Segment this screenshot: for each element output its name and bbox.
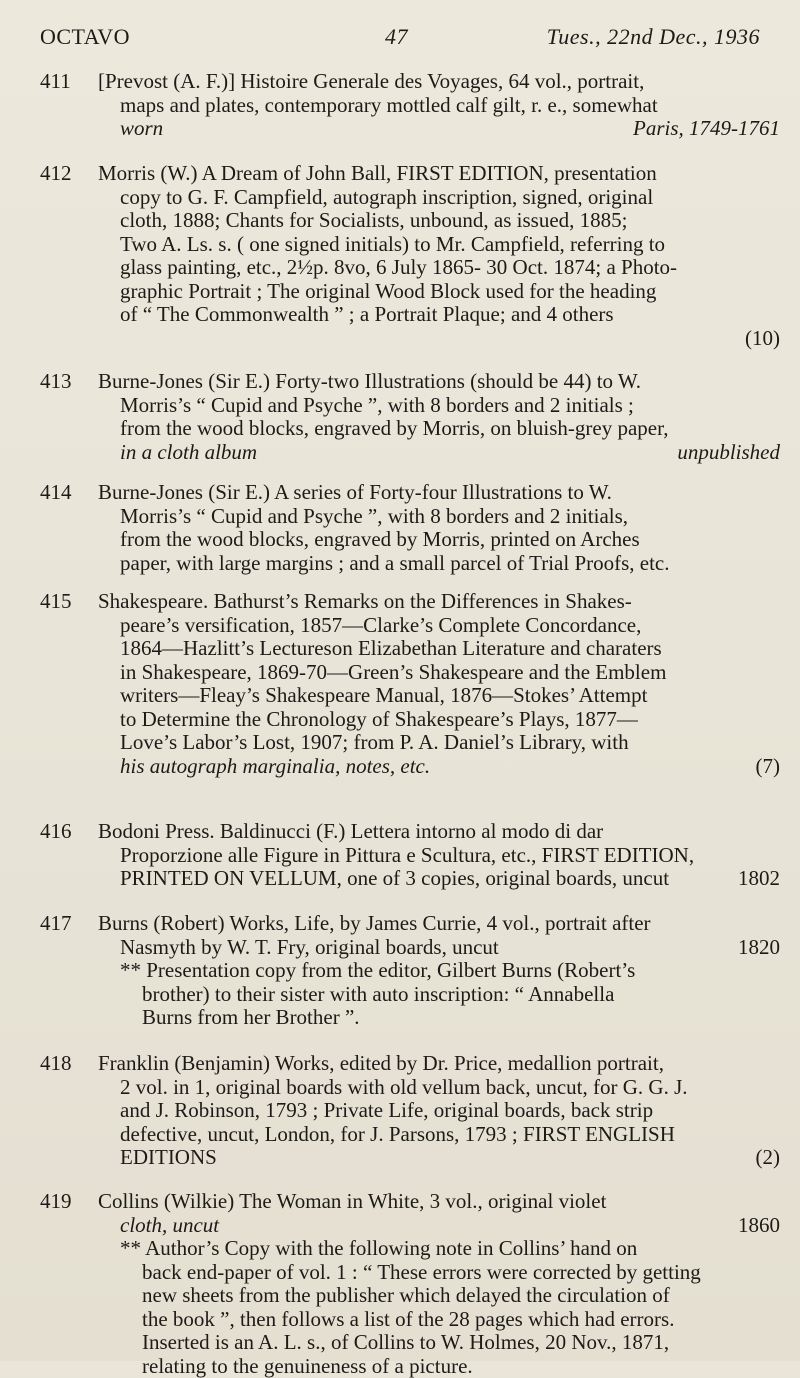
lot-416 [40,820,780,891]
lot-note: Burns from her Brother ”. [98,1006,780,1030]
lot-text: and J. Robinson, 1793 ; Private Life, original boards, back strip [98,1099,780,1123]
lot-text: Morris’s “ Cupid and Psyche ”, with 8 borders and 2 initials, [98,505,780,529]
lot-number: 415 [40,590,84,614]
lot-date: 1820 [738,936,780,960]
lot-count: (10) [745,326,780,350]
lot-text: Burne-Jones (Sir E.) A series of Forty-four Illustrations to W. [98,480,612,504]
lot-413 [40,370,780,464]
lot-number: 419 [40,1190,84,1214]
lot-411 [40,70,780,141]
lot-text: PRINTED ON VELLUM, one of 3 copies, original boards, uncut [120,866,669,890]
lot-text: to Determine the Chronology of Shakespeare’s Plays, 1877— [98,708,780,732]
lot-text: Burns (Robert) Works, Life, by James Currie, 4 vol., portrait after [98,911,651,935]
lot-text: Bodoni Press. Baldinucci (F.) Lettera intorno al modo di dar [98,819,603,843]
lot-text: from the wood blocks, engraved by Morris, printed on Arches [98,528,780,552]
lot-text: Burne-Jones (Sir E.) Forty-two Illustrations (should be 44) to W. [98,369,641,393]
lot-number: 412 [40,162,84,186]
lot-text: peare’s versification, 1857—Clarke’s Complete Concordance, [98,614,780,638]
lot-date: 1860 [738,1214,780,1238]
lot-text: of “ The Commonwealth ” ; a Portrait Plaque; and 4 others [98,303,780,327]
lot-text: cloth, 1888; Chants for Socialists, unbound, as issued, 1885; [98,209,780,233]
lot-text: in Shakespeare, 1869-70—Green’s Shakespeare and the Emblem [98,661,780,685]
lot-text: paper, with large margins ; and a small parcel of Trial Proofs, etc. [98,552,780,576]
lot-text: in a cloth album [120,440,257,464]
lot-418 [40,1052,780,1170]
lot-text: maps and plates, contemporary mottled calf gilt, r. e., somewhat [98,94,780,118]
lot-note: back end-paper of vol. 1 : “ These errors were corrected by getting [98,1261,780,1285]
lot-text: writers—Fleay’s Shakespeare Manual, 1876—Stokes’ Attempt [98,684,780,708]
lot-number: 414 [40,481,84,505]
lot-note: Inserted is an A. L. s., of Collins to W. Holmes, 20 Nov., 1871, [98,1331,780,1355]
lot-text: 1864—Hazlitt’s Lectureson Elizabethan Literature and charaters [98,637,780,661]
lot-note: unpublished [677,440,780,464]
lot-412 [40,162,780,350]
lot-text: Collins (Wilkie) The Woman in White, 3 vol., original violet [98,1189,606,1213]
lot-number: 413 [40,370,84,394]
lot-note: brother) to their sister with auto inscription: “ Annabella [98,983,780,1007]
lot-number: 417 [40,912,84,936]
lot-text: Morris’s “ Cupid and Psyche ”, with 8 borders and 2 initials ; [98,394,780,418]
lot-count: (2) [756,1146,781,1170]
lot-text: his autograph marginalia, notes, etc. [120,754,430,778]
lot-note: ** Author’s Copy with the following note in Collins’ hand on [98,1237,780,1261]
lot-number: 418 [40,1052,84,1076]
lot-note: relating to the genuineness of a picture. [98,1355,780,1378]
lot-number: 416 [40,820,84,844]
lot-count: (7) [756,755,781,779]
lot-note: ** Presentation copy from the editor, Gilbert Burns (Robert’s [98,959,780,983]
lot-415 [40,590,780,778]
lot-419 [40,1190,780,1378]
lot-text: Love’s Labor’s Lost, 1907; from P. A. Daniel’s Library, with [98,731,780,755]
lot-date: Paris, 1749-1761 [633,116,780,140]
lot-text: from the wood blocks, engraved by Morris, on bluish-grey paper, [98,417,780,441]
lot-text: Proporzione alle Figure in Pittura e Scultura, etc., FIRST EDITION, [98,844,780,868]
lot-text: defective, uncut, London, for J. Parsons, 1793 ; FIRST ENGLISH [98,1123,780,1147]
lot-text: graphic Portrait ; The original Wood Block used for the heading [98,280,780,304]
lot-number: 411 [40,70,84,94]
sale-date: Tues., 22nd Dec., 1936 [547,24,760,50]
page-number: 47 [385,24,408,50]
lot-note: new sheets from the publisher which delayed the circulation of [98,1284,780,1308]
lot-414 [40,481,780,575]
lot-text: glass painting, etc., 2½p. 8vo, 6 July 1865- 30 Oct. 1874; a Photo- [98,256,780,280]
lot-text: copy to G. F. Campfield, autograph inscription, signed, original [98,186,780,210]
format-label: OCTAVO [40,24,130,50]
lot-note: the book ”, then follows a list of the 28 pages which had errors. [98,1308,780,1332]
lot-text: Two A. Ls. s. ( one signed initials) to Mr. Campfield, referring to [98,233,780,257]
page-header [40,24,760,54]
lot-text: Nasmyth by W. T. Fry, original boards, uncut [120,935,499,959]
lot-417 [40,912,780,1030]
lot-text: [Prevost (A. F.)] Histoire Generale des Voyages, 64 vol., portrait, [98,69,644,93]
lot-text: cloth, uncut [120,1213,219,1237]
lot-text: Shakespeare. Bathurst’s Remarks on the Differences in Shakes- [98,589,632,613]
lot-text: Morris (W.) A Dream of John Ball, FIRST EDITION, presentation [98,161,657,185]
lot-text: worn [120,116,163,140]
lot-text: 2 vol. in 1, original boards with old vellum back, uncut, for G. G. J. [98,1076,780,1100]
lot-text: Franklin (Benjamin) Works, edited by Dr. Price, medallion portrait, [98,1051,664,1075]
lot-date: 1802 [738,867,780,891]
lot-text: EDITIONS [120,1145,217,1169]
